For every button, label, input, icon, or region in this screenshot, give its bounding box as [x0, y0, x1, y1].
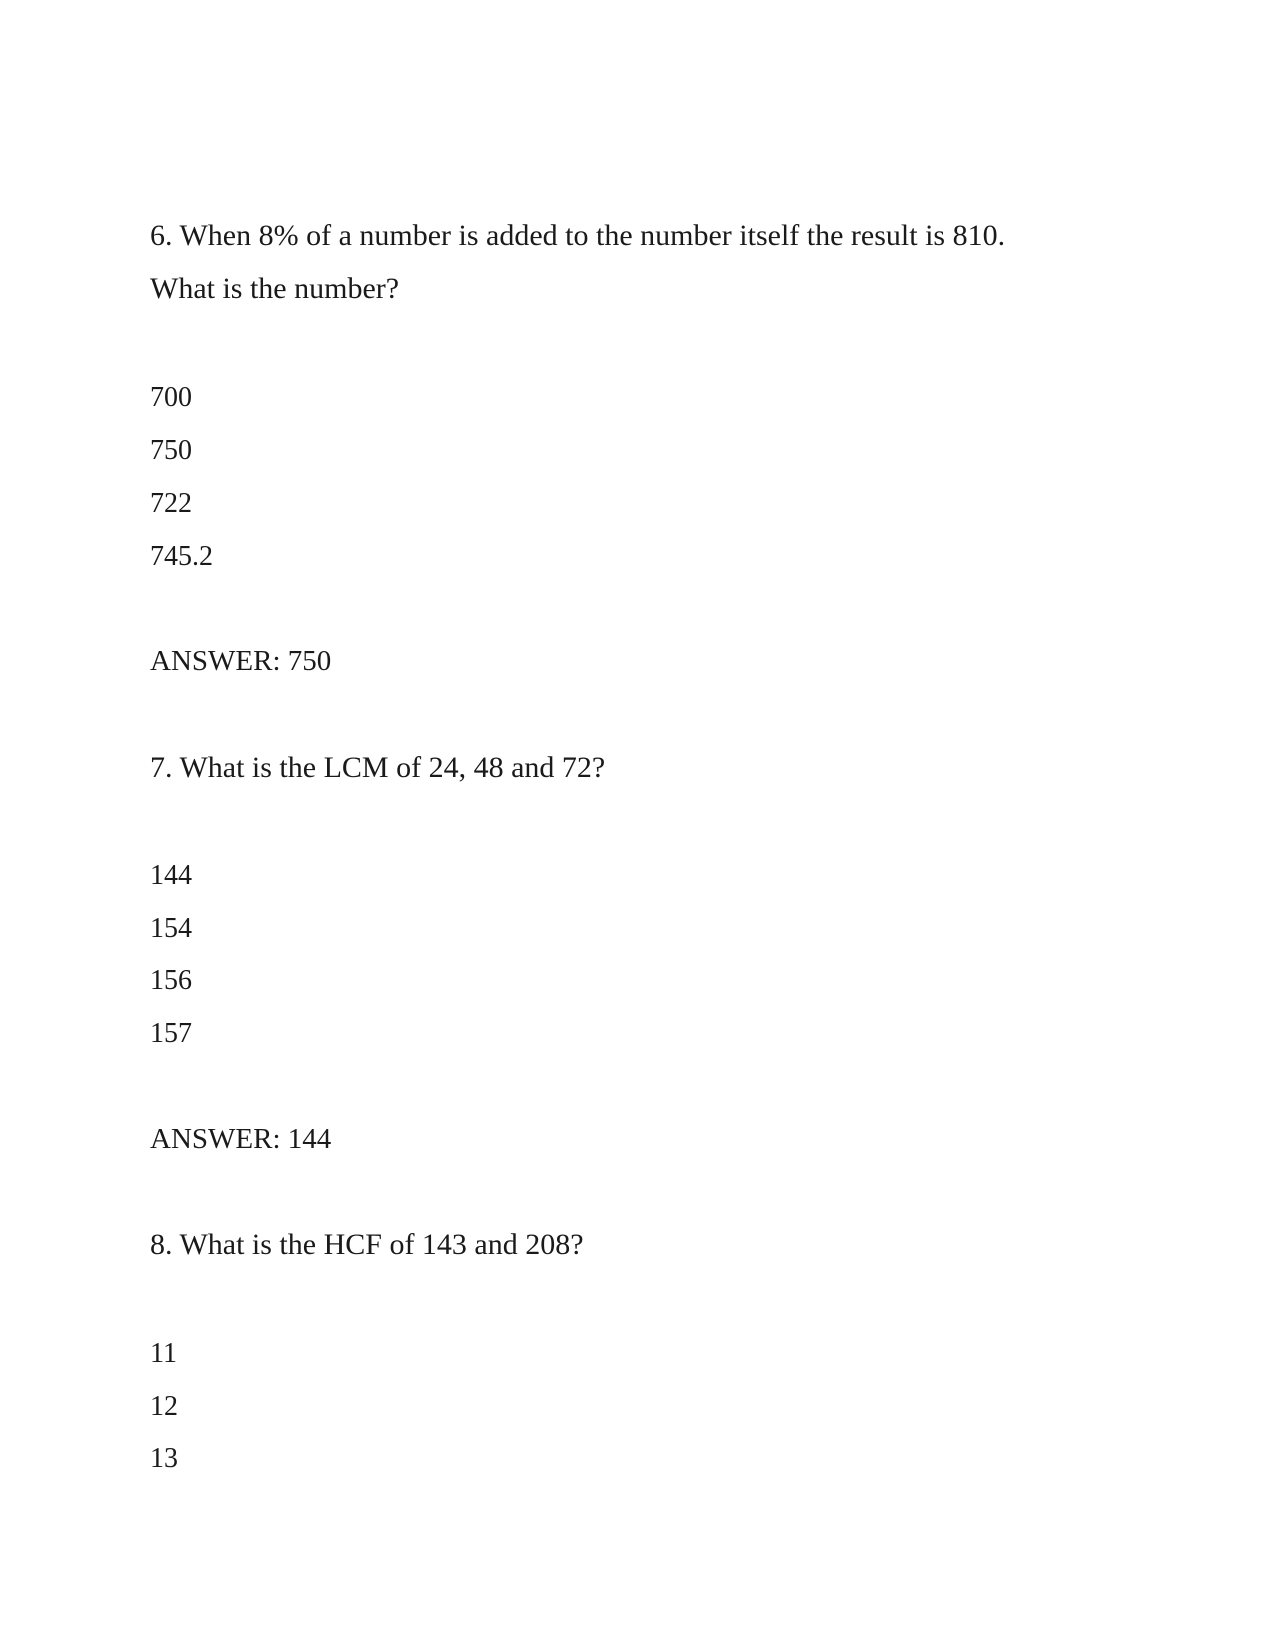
question-7-answer: ANSWER: 144: [150, 1123, 332, 1155]
question-7-option-2: 154: [150, 913, 192, 944]
question-8-option-3: 13: [150, 1443, 178, 1474]
question-7-option-1: 144: [150, 860, 192, 891]
question-6-text-line2: What is the number?: [150, 272, 400, 305]
question-6-answer: ANSWER: 750: [150, 645, 332, 677]
question-6-option-4: 745.2: [150, 541, 213, 572]
question-6-text-line1: 6. When 8% of a number is added to the number itself the result is 810.: [150, 219, 1006, 252]
question-8-option-2: 12: [150, 1391, 178, 1422]
question-8-text-line1: 8. What is the HCF of 143 and 208?: [150, 1228, 584, 1261]
question-8-option-1: 11: [150, 1338, 177, 1369]
question-7-text-line1: 7. What is the LCM of 24, 48 and 72?: [150, 751, 606, 784]
question-7-option-4: 157: [150, 1018, 192, 1049]
question-6-option-2: 750: [150, 435, 192, 466]
question-6-option-3: 722: [150, 488, 192, 519]
question-6-option-1: 700: [150, 382, 192, 413]
question-7-option-3: 156: [150, 965, 192, 996]
